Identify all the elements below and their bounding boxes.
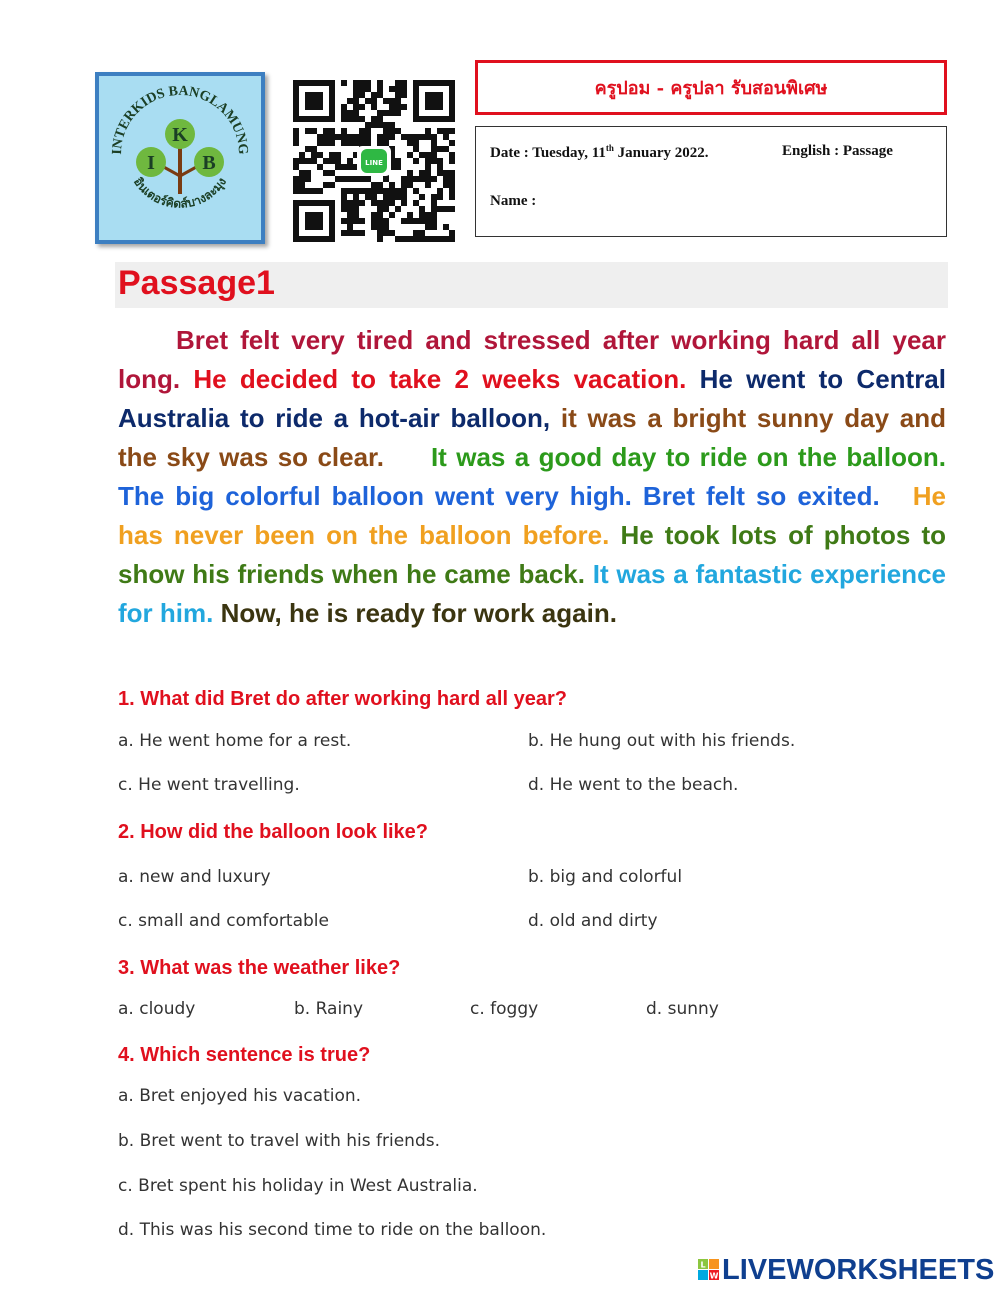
question-2-option-d[interactable]: d. old and dirty (528, 911, 658, 931)
liveworksheets-logo[interactable]: LIVEWORKSHEETS (722, 1254, 995, 1286)
question-1: 1. What did Bret do after working hard all year? (118, 688, 567, 710)
school-logo (95, 72, 265, 244)
passage-sentence: It was a fantastic experience for him. (118, 559, 946, 628)
passage-sentence: He decided to take 2 weeks vacation. (193, 364, 687, 394)
question-2: 2. How did the balloon look like? (118, 821, 429, 843)
question-3-option-c[interactable]: c. foggy (470, 999, 539, 1019)
question-4-option-a[interactable]: a. Bret enjoyed his vacation. (118, 1086, 362, 1106)
info-box (475, 126, 947, 237)
logo-text-top: INTERKIDS BANGLAMUNG (109, 83, 251, 156)
question-1-option-a[interactable]: a. He went home for a rest. (118, 731, 352, 751)
tutor-title: ครูปอม - ครูปลา รับสอนพิเศษ (594, 78, 828, 99)
line-badge-text: LINE (365, 159, 383, 167)
liveworksheets-icon (698, 1259, 720, 1281)
date-prefix: Date : Tuesday, 11 (490, 145, 606, 161)
passage-sentence: it was a bright sunny day and the sky was so clear. (118, 403, 946, 472)
question-4-option-b[interactable]: b. Bret went to travel with his friends. (118, 1131, 441, 1151)
date-suffix: January 2022. (613, 145, 709, 161)
question-2-option-b[interactable]: b. big and colorful (528, 867, 683, 887)
question-1-option-b[interactable]: b. He hung out with his friends. (528, 731, 796, 751)
icon-letter-l: L (700, 1260, 706, 1270)
logo-letter-k: K (172, 124, 188, 146)
question-2-option-c[interactable]: c. small and comfortable (118, 911, 329, 931)
question-4-option-d[interactable]: d. This was his second time to ride on the balloon. (118, 1220, 547, 1240)
passage-title: Passage1 (118, 264, 275, 302)
date-line (490, 143, 708, 162)
question-1-option-d[interactable]: d. He went to the beach. (528, 775, 739, 795)
question-4: 4. Which sentence is true? (118, 1044, 371, 1066)
question-3-option-b[interactable]: b. Rainy (294, 999, 364, 1019)
logo-text-bottom: อินเตอร์คิดส์บางละมุง (130, 174, 230, 211)
question-3-option-d[interactable]: d. sunny (646, 999, 719, 1019)
icon-letter-w: W (709, 1271, 719, 1281)
question-3: 3. What was the weather like? (118, 957, 401, 979)
passage-sentence: Now, he is ready for work again. (220, 598, 617, 628)
question-3-option-a[interactable]: a. cloudy (118, 999, 196, 1019)
passage-sentence: It was a good day to ride on the balloon. (430, 442, 946, 472)
date-suffix-sup: th (605, 143, 614, 153)
passage-sentence: He has never been on the balloon before. (118, 481, 947, 550)
question-2-option-a[interactable]: a. new and luxury (118, 867, 271, 887)
question-4-option-c[interactable]: c. Bret spent his holiday in West Australia. (118, 1176, 478, 1196)
passage-sentence: Bret felt very tired and stressed after working hard all year long. (118, 325, 946, 394)
passage-sentence: He went to Central Australia to ride a hot-air balloon, (118, 364, 946, 433)
logo-letter-i: I (147, 152, 155, 174)
logo-letter-b: B (202, 152, 216, 174)
question-1-option-c[interactable]: c. He went travelling. (118, 775, 300, 795)
tutor-title-box (475, 60, 947, 115)
subject-label: English : Passage (782, 143, 893, 159)
passage-sentence: He took lots of photos to show his friends when he came back. (118, 520, 947, 589)
name-label: Name : (490, 193, 537, 209)
passage-text (118, 321, 946, 633)
passage-sentence: The big colorful balloon went very high. Bret felt so exited. (118, 481, 880, 511)
qr-code (293, 80, 455, 242)
